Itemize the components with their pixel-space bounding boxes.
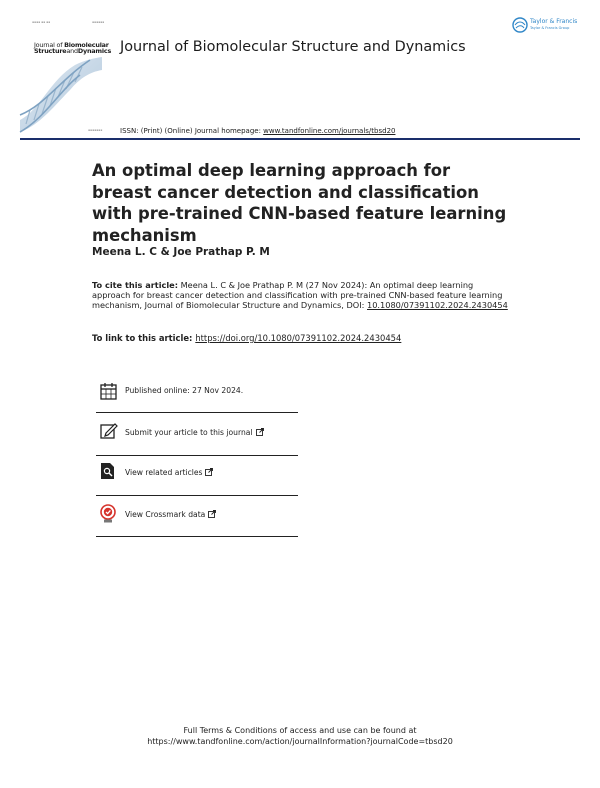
published-online-row — [96, 380, 298, 410]
submit-article-row[interactable] — [96, 420, 298, 450]
cover-title: Journal of Biomolecular StructureandDynamics — [34, 41, 112, 56]
crossmark-icon — [100, 504, 116, 524]
row-divider-3 — [96, 495, 298, 496]
crossmark-link[interactable]: View Crossmark data — [125, 510, 216, 519]
calendar-icon — [100, 382, 117, 400]
citation-doi-link[interactable]: 10.1080/07391102.2024.2430454 — [367, 300, 508, 311]
citation-text: Meena L. C & Joe Prathap P. M (27 Nov 2024): An optimal deep learning approach for breast cancer detection and classification with pre-trained CNN-based feature learning mechanism, Journal of Biomolecular Structure and Dynamics, DOI: — [92, 280, 503, 311]
row-divider-4 — [96, 536, 298, 537]
row-divider-2 — [96, 455, 298, 456]
citation-label: To cite this article: — [92, 280, 178, 290]
article-doi-link[interactable]: https://doi.org/10.1080/07391102.2024.2430454 — [195, 333, 402, 343]
article-authors: Meena L. C & Joe Prathap P. M — [92, 246, 270, 258]
published-online-text: Published online: 27 Nov 2024. — [125, 386, 244, 395]
header-divider — [20, 138, 580, 140]
publisher-tagline: Taylor & Francis Group — [530, 26, 570, 30]
corner-mark-left: ▪▪▪▪ ▪▪ ▪▪ — [32, 20, 51, 24]
cover-caption-mark: ▪▪▪▪▪▪▪ — [88, 128, 103, 132]
row-divider-1 — [96, 412, 298, 413]
related-articles-link[interactable]: View related articles — [125, 468, 213, 477]
publisher-logo[interactable] — [510, 17, 580, 37]
journal-homepage-link[interactable]: www.tandfonline.com/journals/tbsd20 — [263, 127, 396, 135]
publisher-name: Taylor & Francis — [530, 18, 578, 25]
external-link-icon — [205, 468, 213, 476]
submit-article-link[interactable]: Submit your article to this journal — [125, 428, 264, 437]
corner-mark-right: ▪▪▪▪▪▪ — [92, 20, 105, 24]
external-link-icon — [208, 510, 216, 518]
edit-pencil-icon — [100, 422, 118, 439]
issn-homepage-line: ISSN: (Print) (Online) Journal homepage: www.tandfonline.com/journals/tbsd20 — [120, 127, 396, 135]
article-title: An optimal deep learning approach for breast cancer detection and classification with pre-trained CNN-based feature learning mechanism — [92, 161, 507, 245]
related-articles-row[interactable] — [96, 460, 298, 490]
publisher-globe-icon — [512, 17, 528, 33]
citation-block — [92, 280, 512, 311]
article-link-line — [92, 333, 401, 343]
terms-footer — [0, 725, 600, 747]
link-label: To link to this article: — [92, 333, 196, 343]
journal-cover-thumbnail — [20, 40, 112, 134]
journal-title: Journal of Biomolecular Structure and Dynamics — [120, 39, 466, 55]
external-link-icon — [256, 428, 264, 436]
footer-terms-link[interactable]: https://www.tandfonline.com/action/journalInformation?journalCode=tbsd20 — [147, 737, 453, 746]
crossmark-row[interactable] — [96, 502, 298, 532]
related-documents-icon — [100, 462, 116, 480]
footer-terms-text: Full Terms & Conditions of access and use can be found at — [183, 726, 417, 735]
